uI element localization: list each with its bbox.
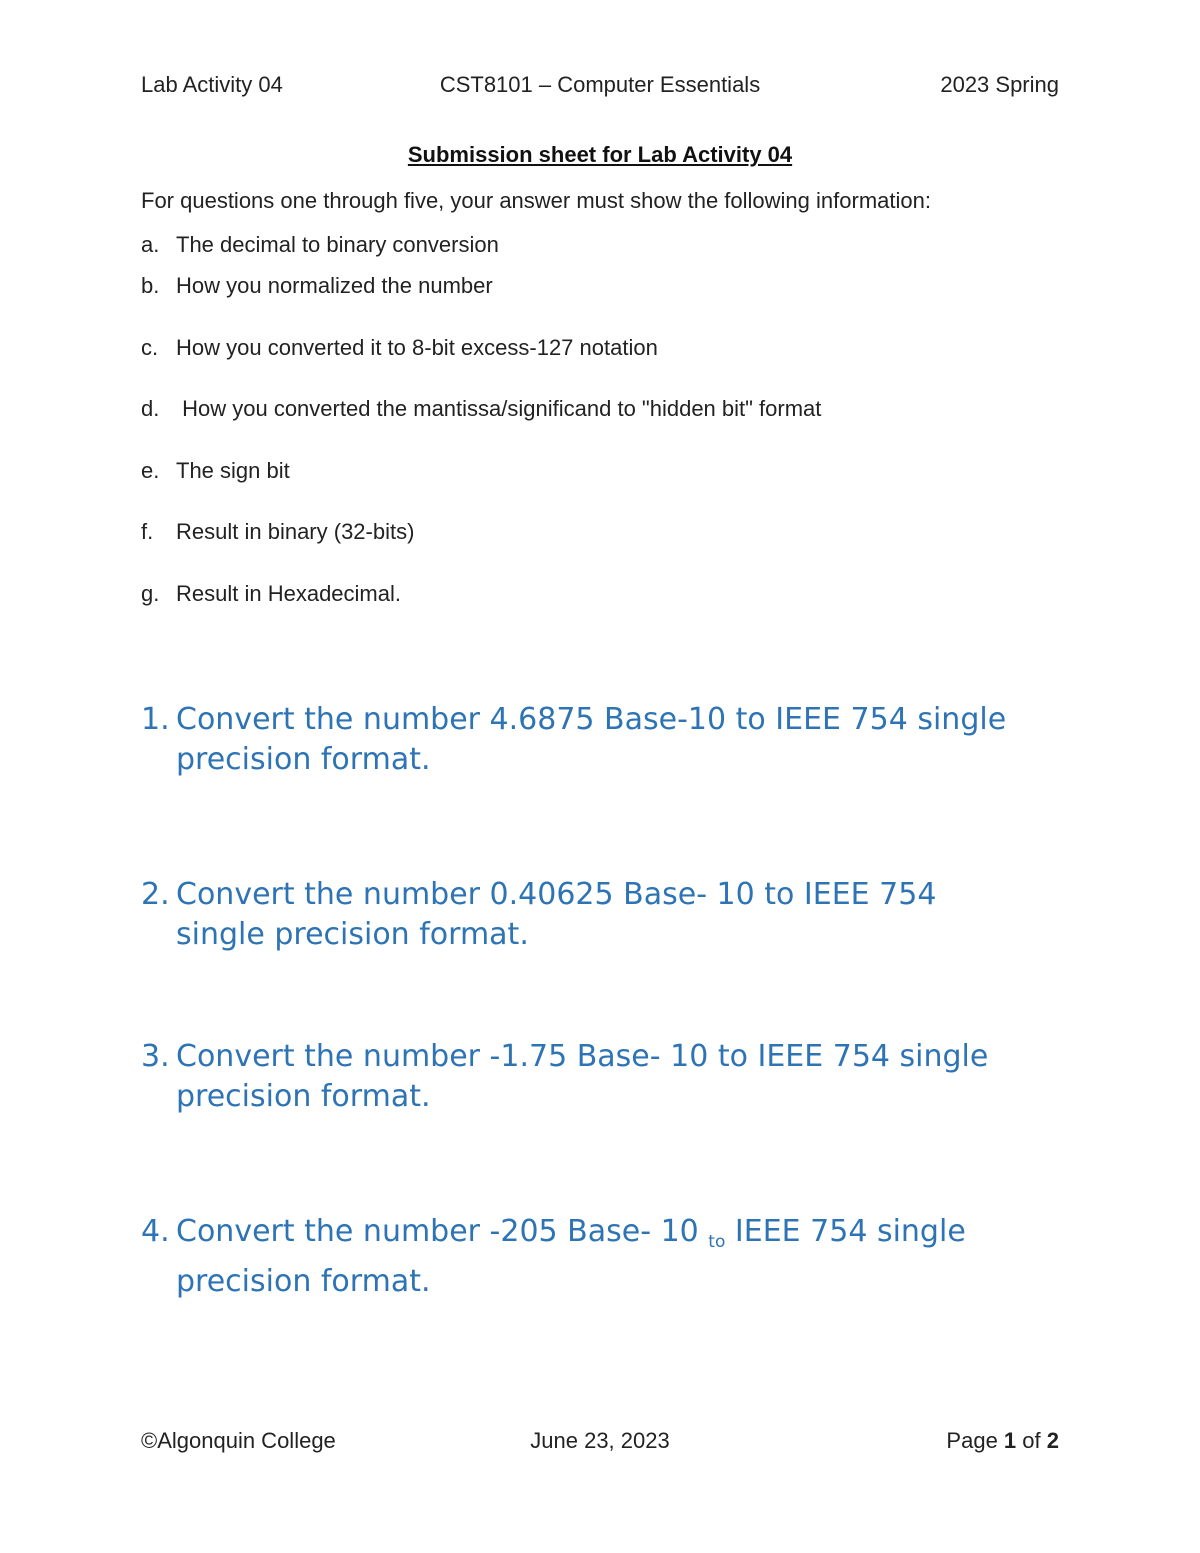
footer-date: June 23, 2023 [530,1428,670,1453]
question-2 [141,875,1061,955]
question-number: 4. [141,1214,170,1249]
question-number: 3. [141,1039,170,1074]
requirement-letter: g. [141,581,160,606]
requirement-item [141,581,401,607]
requirement-text: How you normalized the number [176,273,493,298]
question-line: single precision format. [176,917,529,952]
requirement-letter: a. [141,232,160,257]
footer-page-of: of [1016,1428,1047,1453]
page-header [141,72,1059,102]
question-line [176,1212,1061,1262]
footer-page-current: 1 [1003,1428,1017,1453]
requirement-item [141,335,658,361]
requirement-text: Result in binary (32-bits) [176,519,415,544]
header-lab-activity: Lab Activity 04 [141,72,283,97]
footer-copyright: ©Algonquin College [141,1428,336,1453]
footer-page-total: 2 [1046,1428,1059,1453]
page-footer [141,1428,1059,1458]
requirement-text: The decimal to binary conversion [176,232,499,257]
question-line: Convert the number -1.75 Base- 10 to IEEE 754 single [176,1039,989,1074]
header-course-title: CST8101 – Computer Essentials [439,72,761,97]
requirement-letter: d. [141,396,160,421]
requirement-item [141,232,499,258]
requirement-letter: f. [141,519,154,544]
question-line: precision format. [176,1264,431,1299]
footer-page-number [946,1428,1059,1454]
requirement-item [141,458,290,484]
intro-text: For questions one through five, your answer must show the following information: [141,188,931,213]
requirement-item [141,273,493,299]
document-title: Submission sheet for Lab Activity 04 [407,142,793,167]
question-line: Convert the number 0.40625 Base- 10 to IEEE 754 [176,877,937,912]
footer-page-label: Page [946,1428,1004,1453]
question-1 [141,700,1061,780]
question-3 [141,1037,1061,1117]
question-number: 2. [141,877,170,912]
question-small-to: to [708,1232,726,1252]
question-line: Convert the number 4.6875 Base-10 to IEEE 754 single [176,702,1007,737]
requirement-item [141,396,821,422]
question-line: precision format. [176,1079,431,1114]
requirement-text: Result in Hexadecimal. [176,581,401,606]
requirement-letter: c. [141,335,159,360]
requirement-letter: e. [141,458,160,483]
header-term: 2023 Spring [940,72,1059,97]
question-text-part: IEEE 754 single [725,1214,966,1249]
requirement-text: How you converted it to 8-bit excess-127 notation [176,335,658,360]
requirement-text: How you converted the mantissa/significand to "hidden bit" format [176,396,822,421]
question-number: 1. [141,702,170,737]
question-line: precision format. [176,742,431,777]
requirement-text: The sign bit [176,458,290,483]
question-4 [141,1212,1061,1302]
question-text-part: Convert the number -205 Base- 10 [176,1214,709,1249]
requirement-letter: b. [141,273,160,298]
requirement-item [141,519,414,545]
